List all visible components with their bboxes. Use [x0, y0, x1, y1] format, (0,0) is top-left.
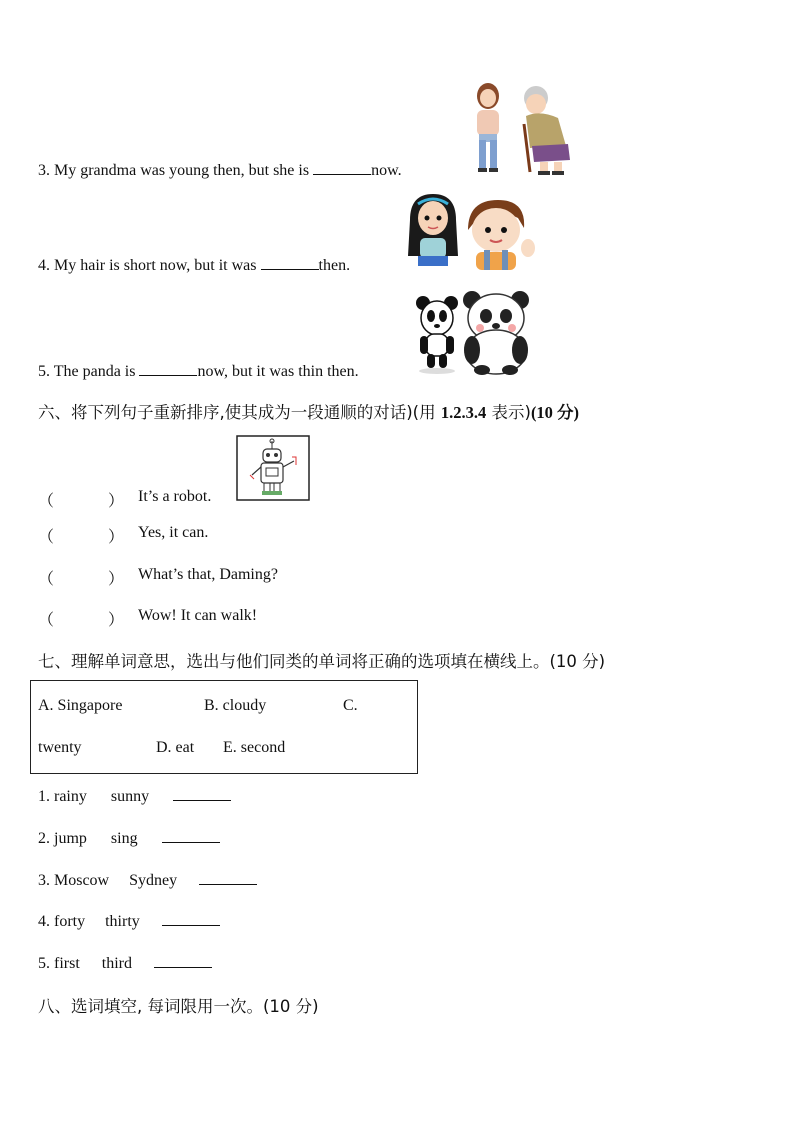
- word-item: [38, 953, 212, 973]
- word-b: sunny: [110, 788, 150, 805]
- open-paren: （: [38, 493, 55, 510]
- sentence: Wow! It can walk!: [138, 607, 258, 624]
- order-numbers: 1.2.3.4: [440, 403, 487, 422]
- word-a: 2. jump: [38, 830, 87, 847]
- boy-short-hair-illustration: [462, 198, 540, 270]
- section-8-heading: 八、选词填空, 每词限用一次。(10 分): [38, 997, 319, 1016]
- section-6-title: 六、将下列句子重新排序,使其成为一段通顺的对话)(用: [38, 403, 441, 422]
- word-item: [38, 828, 220, 848]
- word-a: 5. first: [38, 955, 80, 972]
- sentence: What’s that, Daming?: [138, 566, 278, 583]
- question-3-end: now.: [371, 162, 402, 179]
- word-item: [38, 911, 220, 931]
- close-paren: ）: [108, 571, 125, 588]
- answer-blank[interactable]: [154, 953, 212, 968]
- option-d: D. eat: [156, 739, 195, 756]
- answer-blank[interactable]: [162, 911, 220, 926]
- robot-drawing: [236, 435, 310, 501]
- word-b: third: [101, 955, 132, 972]
- section-6-heading: [38, 399, 579, 423]
- order-answer-blank[interactable]: [60, 607, 110, 625]
- order-answer-blank[interactable]: [60, 524, 110, 542]
- word-b: thirty: [105, 913, 140, 930]
- word-a: 1. rainy: [38, 788, 87, 805]
- answer-blank[interactable]: [199, 870, 257, 885]
- open-paren: （: [38, 612, 55, 629]
- close-paren: ）: [108, 612, 125, 629]
- young-woman-illustration: [468, 82, 508, 174]
- word-item: [38, 786, 231, 806]
- close-paren: ）: [108, 529, 125, 546]
- order-answer-blank[interactable]: [60, 488, 110, 506]
- word-b: Sydney: [129, 872, 178, 889]
- answer-blank[interactable]: [173, 786, 231, 801]
- option-b: B. cloudy: [204, 697, 267, 714]
- options-box: [30, 680, 418, 774]
- word-b: sing: [110, 830, 138, 847]
- fat-panda-illustration: [460, 290, 532, 376]
- question-4-text: 4. My hair is short now, but it was: [38, 257, 261, 274]
- section-7-heading: 七、理解单词意思，选出与他们同类的单词将正确的选项填在横线上。(10 分): [38, 652, 606, 671]
- option-a: A. Singapore: [38, 697, 123, 714]
- section-6-score: (10 分): [530, 403, 580, 422]
- open-paren: （: [38, 571, 55, 588]
- word-a: 4. forty: [38, 913, 86, 930]
- grandma-illustration: [510, 84, 576, 176]
- option-c-label: C.: [343, 697, 358, 714]
- option-e: E. second: [223, 739, 286, 756]
- question-4: [38, 255, 350, 275]
- word-a: 3. Moscow: [38, 872, 110, 889]
- section-6-title-end: 表示): [486, 403, 531, 422]
- answer-blank[interactable]: [139, 361, 197, 376]
- open-paren: （: [38, 529, 55, 546]
- answer-blank[interactable]: [261, 255, 319, 270]
- order-answer-blank[interactable]: [60, 566, 110, 584]
- option-c-word: twenty: [38, 739, 82, 756]
- girl-long-hair-illustration: [404, 190, 462, 270]
- question-4-end: then.: [318, 257, 351, 274]
- question-3-text: 3. My grandma was young then, but she is: [38, 162, 314, 179]
- thin-panda-illustration: [414, 294, 460, 374]
- word-item: [38, 870, 257, 890]
- question-5-text: 5. The panda is: [38, 363, 140, 380]
- sentence: Yes, it can.: [138, 524, 209, 541]
- sentence: It’s a robot.: [138, 488, 212, 505]
- answer-blank[interactable]: [162, 828, 220, 843]
- question-5-end: now, but it was thin then.: [197, 363, 359, 380]
- answer-blank[interactable]: [313, 160, 371, 175]
- question-5: [38, 361, 359, 381]
- question-3: [38, 160, 402, 180]
- close-paren: ）: [108, 493, 125, 510]
